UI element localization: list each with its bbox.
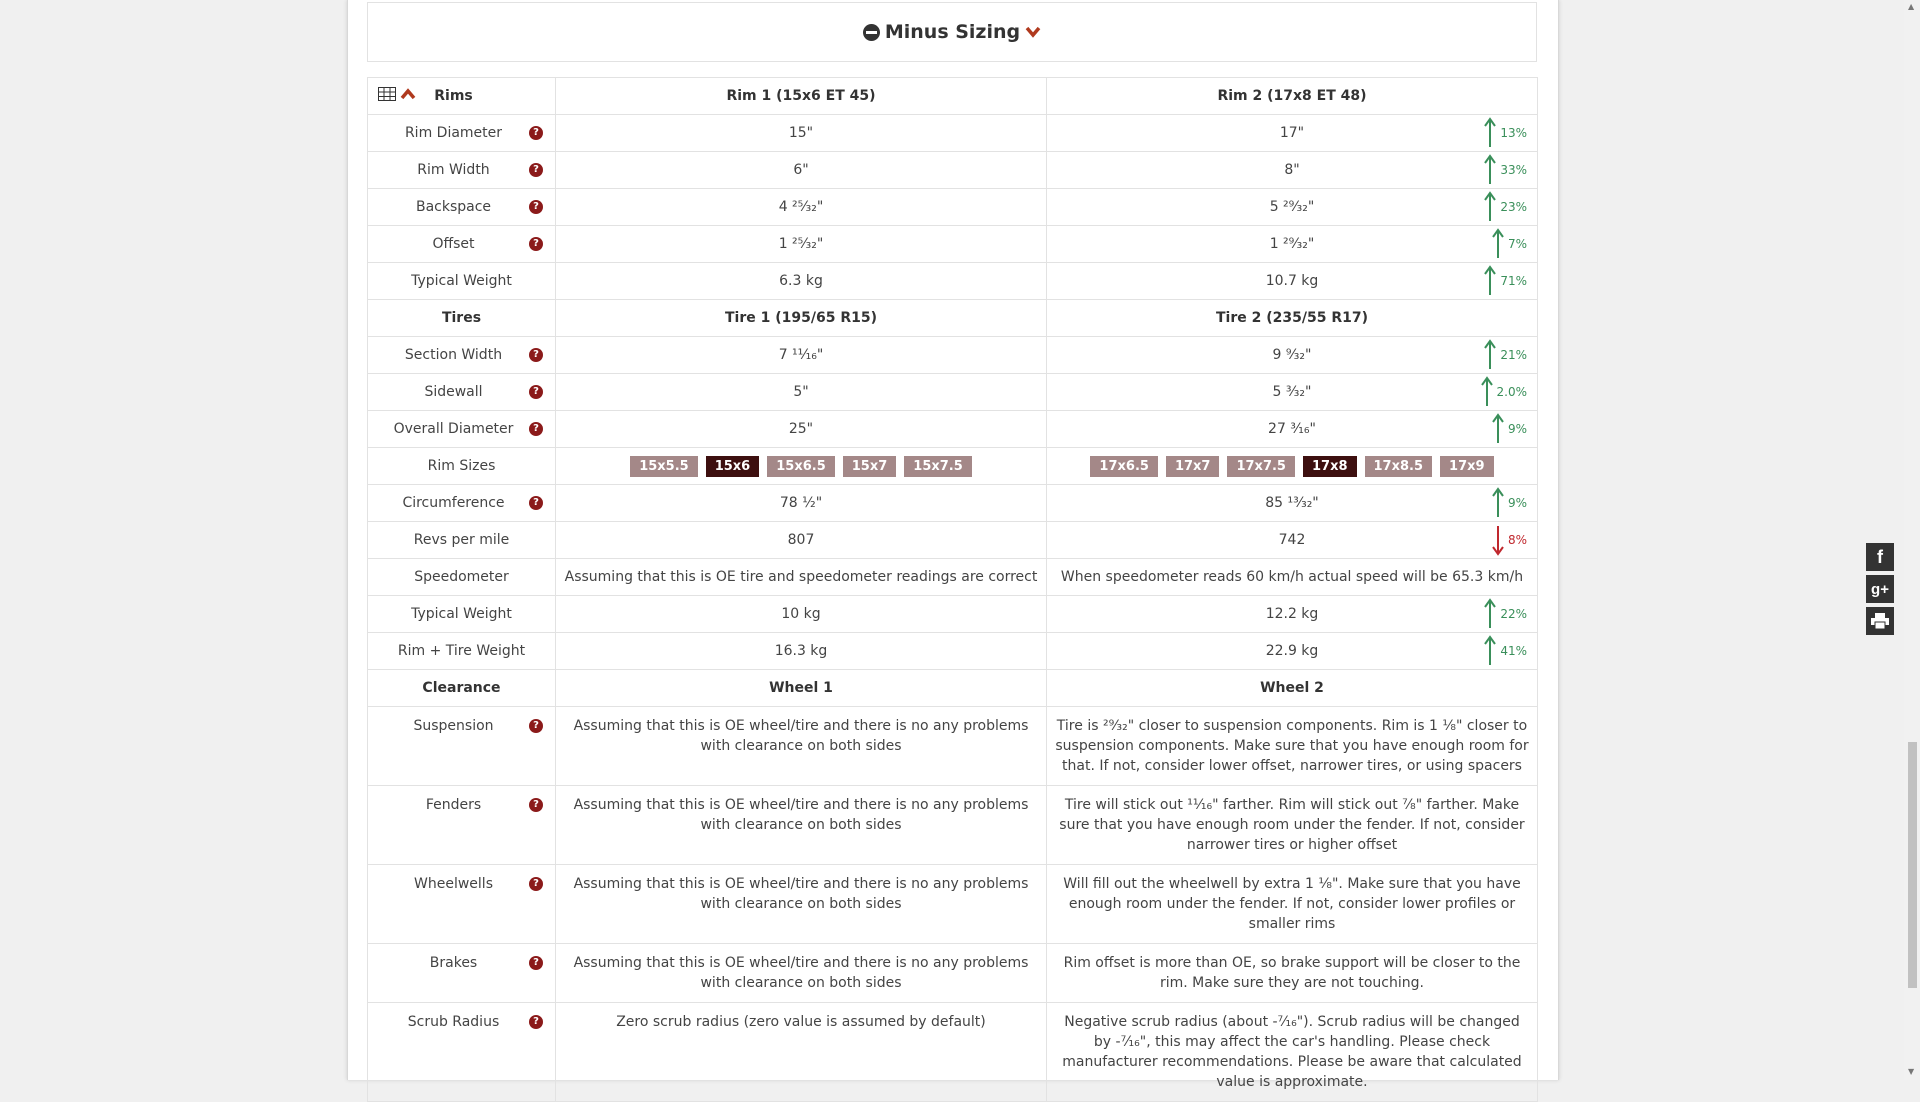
value-cell: 25" [556, 411, 1047, 448]
value-cell: 7 ¹¹⁄₁₆" [556, 337, 1047, 374]
value-cell: 6.3 kg [556, 263, 1047, 300]
value-cell: 16.3 kg [556, 633, 1047, 670]
scroll-down-arrow-icon[interactable]: ▼ [1908, 1067, 1915, 1076]
row-label: Rim Sizes [427, 458, 496, 474]
help-icon[interactable]: ? [529, 496, 543, 510]
help-icon[interactable]: ? [529, 877, 543, 891]
value-cell: 5 ³⁄₃₂" [1272, 384, 1312, 400]
change-percent: 22% [1500, 607, 1527, 621]
table-row [368, 78, 1538, 115]
change-percent: 33% [1500, 163, 1527, 177]
value-cell: 9 ⁹⁄₃₂" [1272, 347, 1312, 363]
minus-circle-icon[interactable] [863, 24, 880, 41]
row-label: Section Width [404, 347, 503, 363]
tire2-header: Tire 2 (235/55 R17) [1047, 300, 1538, 337]
rim-size-button[interactable]: 17x9 [1440, 456, 1494, 477]
table-row [368, 944, 1538, 1003]
arrow-up-icon [1484, 599, 1496, 629]
row-label: Rim + Tire Weight [397, 643, 526, 659]
arrow-up-icon [1492, 414, 1504, 444]
value-cell: Assuming that this is OE wheel/tire and there is no any problems with clearance on both sides [556, 707, 1047, 786]
table-row [368, 300, 1538, 337]
rim-size-button-selected[interactable]: 15x6 [706, 456, 760, 477]
help-icon[interactable]: ? [529, 956, 543, 970]
value-cell: 1 ²⁵⁄₃₂" [556, 226, 1047, 263]
rim-size-button[interactable]: 17x7 [1166, 456, 1220, 477]
table-row [368, 485, 1538, 522]
table-icon[interactable] [378, 87, 396, 101]
chevron-down-icon[interactable] [1025, 26, 1041, 38]
section-heading[interactable] [367, 2, 1537, 62]
value-cell: 78 ½" [556, 485, 1047, 522]
help-icon[interactable]: ? [529, 422, 543, 436]
help-icon[interactable]: ? [529, 719, 543, 733]
row-label: Wheelwells [414, 876, 493, 892]
vertical-scrollbar[interactable] [1904, 0, 1920, 1080]
table-row [368, 115, 1538, 152]
rim-size-button[interactable]: 17x6.5 [1090, 456, 1158, 477]
arrow-down-icon [1492, 525, 1504, 555]
value-cell: Will fill out the wheelwell by extra 1 ⅛". Make sure that you have enough room under the fender. If not, consider lower profiles or smaller rims [1047, 865, 1538, 944]
change-percent: 13% [1500, 126, 1527, 140]
help-icon[interactable]: ? [529, 385, 543, 399]
change-percent: 9% [1507, 496, 1527, 510]
rims-label: Rims [434, 88, 473, 104]
rim-sizes-2 [1047, 448, 1538, 485]
table-row [368, 522, 1538, 559]
change-percent: 71% [1500, 274, 1527, 288]
table-row [368, 152, 1538, 189]
row-label: Offset [432, 236, 475, 252]
value-cell: Assuming that this is OE wheel/tire and there is no any problems with clearance on both sides [556, 786, 1047, 865]
value-cell: 6" [556, 152, 1047, 189]
row-label: Sidewall [424, 384, 483, 400]
rim-size-button[interactable]: 15x7 [843, 456, 897, 477]
value-cell: 5" [556, 374, 1047, 411]
arrow-up-icon [1484, 155, 1496, 185]
change-percent: 8% [1507, 533, 1527, 547]
value-cell: 4 ²⁵⁄₃₂" [556, 189, 1047, 226]
value-cell: 8" [1284, 162, 1300, 178]
scroll-up-arrow-icon[interactable]: ▲ [1908, 2, 1915, 11]
scroll-thumb[interactable] [1908, 742, 1917, 988]
change-percent: 2.0% [1496, 385, 1527, 399]
arrow-up-icon [1492, 229, 1504, 259]
rim-sizes-1 [556, 448, 1047, 485]
table-row [368, 337, 1538, 374]
change-percent: 23% [1500, 200, 1527, 214]
row-label: Suspension [413, 718, 494, 734]
rim-size-button[interactable]: 15x7.5 [904, 456, 972, 477]
help-icon[interactable]: ? [529, 163, 543, 177]
google-plus-icon[interactable]: g+ [1866, 575, 1894, 603]
value-cell: 85 ¹³⁄₃₂" [1265, 495, 1319, 511]
help-icon[interactable]: ? [529, 798, 543, 812]
row-label: Brakes [429, 955, 478, 971]
value-cell: Zero scrub radius (zero value is assumed by default) [556, 1003, 1047, 1102]
value-cell: 17" [1279, 125, 1305, 141]
value-cell: 807 [556, 522, 1047, 559]
change-percent: 41% [1500, 644, 1527, 658]
value-cell: Rim offset is more than OE, so brake support will be closer to the rim. Make sure they are not touching. [1047, 944, 1538, 1003]
table-row [368, 411, 1538, 448]
arrow-up-icon [1492, 488, 1504, 518]
help-icon[interactable]: ? [529, 237, 543, 251]
help-icon[interactable]: ? [529, 200, 543, 214]
rim-size-button[interactable]: 17x8.5 [1365, 456, 1433, 477]
share-bar [1866, 543, 1894, 639]
row-label: Backspace [415, 199, 492, 215]
row-label: Revs per mile [413, 532, 510, 548]
rim1-header: Rim 1 (15x6 ET 45) [556, 78, 1047, 115]
arrow-up-icon [1484, 340, 1496, 370]
table-row [368, 559, 1538, 596]
arrow-up-icon [1484, 636, 1496, 666]
change-percent: 21% [1500, 348, 1527, 362]
value-cell: When speedometer reads 60 km/h actual speed will be 65.3 km/h [1047, 559, 1538, 596]
arrow-up-icon [1481, 377, 1493, 407]
tires-header-cell: Tires [368, 300, 556, 337]
table-row [368, 633, 1538, 670]
table-row [368, 786, 1538, 865]
clearance-header-cell: Clearance [368, 670, 556, 707]
table-row [368, 670, 1538, 707]
rims-header-cell [368, 78, 556, 115]
change-percent: 9% [1507, 422, 1527, 436]
value-cell: Negative scrub radius (about -⁷⁄₁₆"). Scrub radius will be changed by -⁷⁄₁₆", this may affect the car's handling. Please check manufacturer recommendations. Please be aware that calculated value is approximate. [1047, 1003, 1538, 1102]
row-label: Fenders [425, 797, 482, 813]
value-cell: Tire is ²⁹⁄₃₂" closer to suspension components. Rim is 1 ⅛" closer to suspension components. Make sure that you have enough room for that. If not, consider lower offset, narrower tires, or using spacers [1047, 707, 1538, 786]
rim-size-button-selected[interactable]: 17x8 [1303, 456, 1357, 477]
comparison-table [367, 77, 1538, 1102]
tire1-header: Tire 1 (195/65 R15) [556, 300, 1047, 337]
facebook-icon[interactable]: f [1866, 543, 1894, 571]
value-cell: 742 [1278, 532, 1306, 548]
page-content [347, 0, 1559, 1090]
value-cell: 12.2 kg [1265, 606, 1319, 622]
rim-size-button[interactable]: 15x5.5 [630, 456, 698, 477]
table-row [368, 448, 1538, 485]
value-cell: 22.9 kg [1265, 643, 1319, 659]
help-icon[interactable]: ? [529, 126, 543, 140]
row-label: Typical Weight [411, 606, 512, 622]
arrow-up-icon [1484, 118, 1496, 148]
help-icon[interactable]: ? [529, 1015, 543, 1029]
table-row [368, 707, 1538, 786]
section-title: Minus Sizing [884, 21, 1021, 43]
table-row [368, 1003, 1538, 1102]
wheel2-header: Wheel 2 [1047, 670, 1538, 707]
value-cell: Assuming that this is OE wheel/tire and there is no any problems with clearance on both sides [556, 865, 1047, 944]
row-label: Typical Weight [411, 273, 512, 289]
row-label: Circumference [402, 495, 505, 511]
change-percent: 7% [1507, 237, 1527, 251]
table-row [368, 596, 1538, 633]
arrow-up-icon [1484, 192, 1496, 222]
table-row [368, 226, 1538, 263]
arrow-up-icon [1484, 266, 1496, 296]
row-label: Speedometer [414, 569, 509, 585]
row-label: Scrub Radius [407, 1014, 500, 1030]
rim-size-button[interactable]: 15x6.5 [767, 456, 835, 477]
value-cell: 1 ²⁹⁄₃₂" [1269, 236, 1315, 252]
table-row [368, 865, 1538, 944]
row-label: Rim Diameter [404, 125, 503, 141]
value-cell: Assuming that this is OE wheel/tire and there is no any problems with clearance on both sides [556, 944, 1047, 1003]
rim2-header: Rim 2 (17x8 ET 48) [1047, 78, 1538, 115]
value-cell: 27 ³⁄₁₆" [1268, 421, 1316, 437]
value-cell: 5 ²⁹⁄₃₂" [1269, 199, 1315, 215]
print-icon[interactable] [1866, 607, 1894, 635]
row-label: Overall Diameter [393, 421, 514, 437]
table-row [368, 189, 1538, 226]
table-row [368, 374, 1538, 411]
value-cell: 10 kg [556, 596, 1047, 633]
value-cell: 10.7 kg [1265, 273, 1319, 289]
rim-size-button[interactable]: 17x7.5 [1227, 456, 1295, 477]
value-cell: 15" [556, 115, 1047, 152]
value-cell: Assuming that this is OE tire and speedometer readings are correct [556, 559, 1047, 596]
help-icon[interactable]: ? [529, 348, 543, 362]
wheel1-header: Wheel 1 [556, 670, 1047, 707]
chevron-up-icon[interactable] [400, 88, 416, 100]
value-cell: Tire will stick out ¹¹⁄₁₆" farther. Rim will stick out ⅞" farther. Make sure that you have enough room under the fender. If not, consider narrower tires or higher offset [1047, 786, 1538, 865]
row-label: Rim Width [417, 162, 490, 178]
table-row [368, 263, 1538, 300]
